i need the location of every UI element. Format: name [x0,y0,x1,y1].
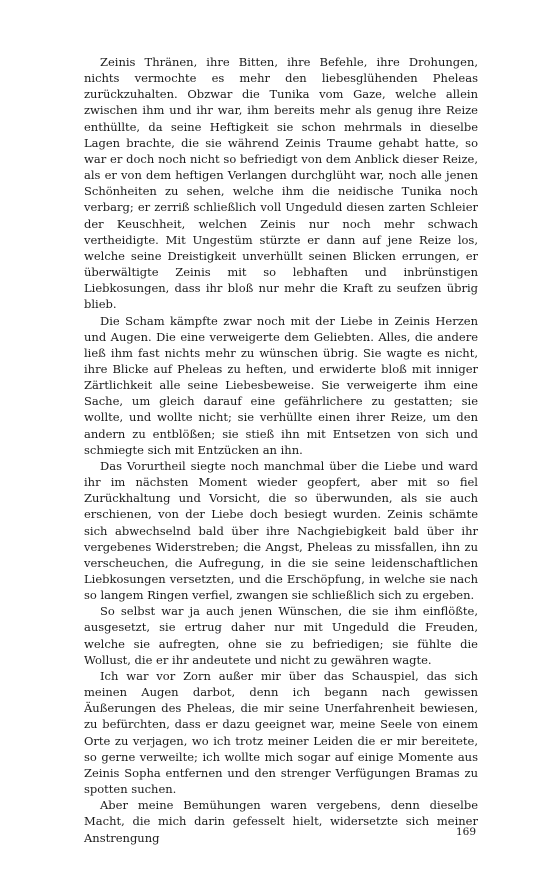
paragraph: Die Scham kämpfte zwar noch mit der Liebe in Zeinis Herzen und Augen. Die eine verweigerte dem Geliebten. Alles, die andere ließ ihm fast nichts mehr zu wünschen übrig. Sie wagte es nicht, ihre Blicke auf Pheleas zu heften, und erwiderte bloß mit inniger Zärtlichkeit alle seine Liebesbeweise. Sie verweigerte ihm eine Sache, um gleich darauf eine gefährlichere zu gestatten; sie wollte, und wollte nicht; sie verhüllte einen ihrer Reize, um den andern zu entblößen; sie stieß ihn mit Entsetzen von sich und schmiegte sich mit Entzücken an ihn. [84,313,478,457]
paragraph: Ich war vor Zorn außer mir über das Schauspiel, das sich meinen Augen darbot, denn ich begann nach gewissen Äußerungen des Pheleas, die mir seine Unerfahrenheit bewiesen, zu befürchten, dass er dazu geeignet war, meine Seele von einem Orte zu verjagen, wo ich trotz meiner Leiden die er mir bereitete, so gerne verweilte; ich wollte mich sogar auf einige Momente aus Zeinis Sopha entfernen und den strenger Verfügungen Bramas zu spotten suchen. [84,668,478,797]
paragraph: Zeinis Thränen, ihre Bitten, ihre Befehle, ihre Drohungen, nichts vermochte es mehr den liebesglühenden Pheleas zurückzuhalten. Obzwar die Tunika vom Gaze, welche allein zwischen ihm und ihr war, ihm bereits mehr als genug ihre Reize enthüllte, da seine Heftigkeit sie schon mehrmals in dieselbe Lagen brachte, die sie während Zeinis Traume gehabt hatte, so war er doch noch nicht so befriedigt von dem Anblick dieser Reize, als er von dem heftigen Verlangen durchglüht war, noch alle jenen Schönheiten zu sehen, welche ihm die neidische Tunika noch verbarg; er zerriß schließlich voll Ungeduld diesen zarten Schleier der Keuschheit, welchen Zeinis nur noch mehr schwach vertheidigte. Mit Ungestüm stürzte er dann auf jene Reize los, welche seine Dreistigkeit unverhüllt seinen Blicken errungen, er überwältigte Zeinis mit so lebhaften und inbrünstigen Liebkosungen, dass ihr bloß nur mehr die Kraft zu seufzen übrig blieb. [84,55,478,312]
text-body [84,54,478,846]
paragraph: So selbst war ja auch jenen Wünschen, die sie ihm einflößte, ausgesetzt, sie ertrug daher nur mit Ungeduld die Freuden, welche sie aufregten, ohne sie zu befriedigen; sie fühlte die Wollust, die er ihr andeutete und nicht zu gewähren wagte. [84,604,478,667]
paragraph: Das Vorurtheil siegte noch manchmal über die Liebe und ward ihr im nächsten Moment wieder geopfert, aber mit so fiel Zurückhaltung und Vorsicht, die so überwunden, als sie auch erschienen, von der Liebe doch besiegt wurden. Zeinis schämte sich abwechselnd bald über ihre Nachgiebigkeit bald über ihr vergebenes Widerstreben; die Angst, Pheleas zu missfallen, ihn zu verscheuchen, die Aufregung, in die sie seine leidenschaftlichen Liebkosungen versetzten, und die Erschöpfung, in welche sie nach so langem Ringen verfiel, zwangen sie schließlich sich zu ergeben. [84,458,478,603]
page-number: 169 [455,826,476,838]
paragraph: Aber meine Bemühungen waren vergebens, denn dieselbe Macht, die mich darin gefesselt hielt, widersetzte sich meiner Anstrengung [84,798,478,845]
